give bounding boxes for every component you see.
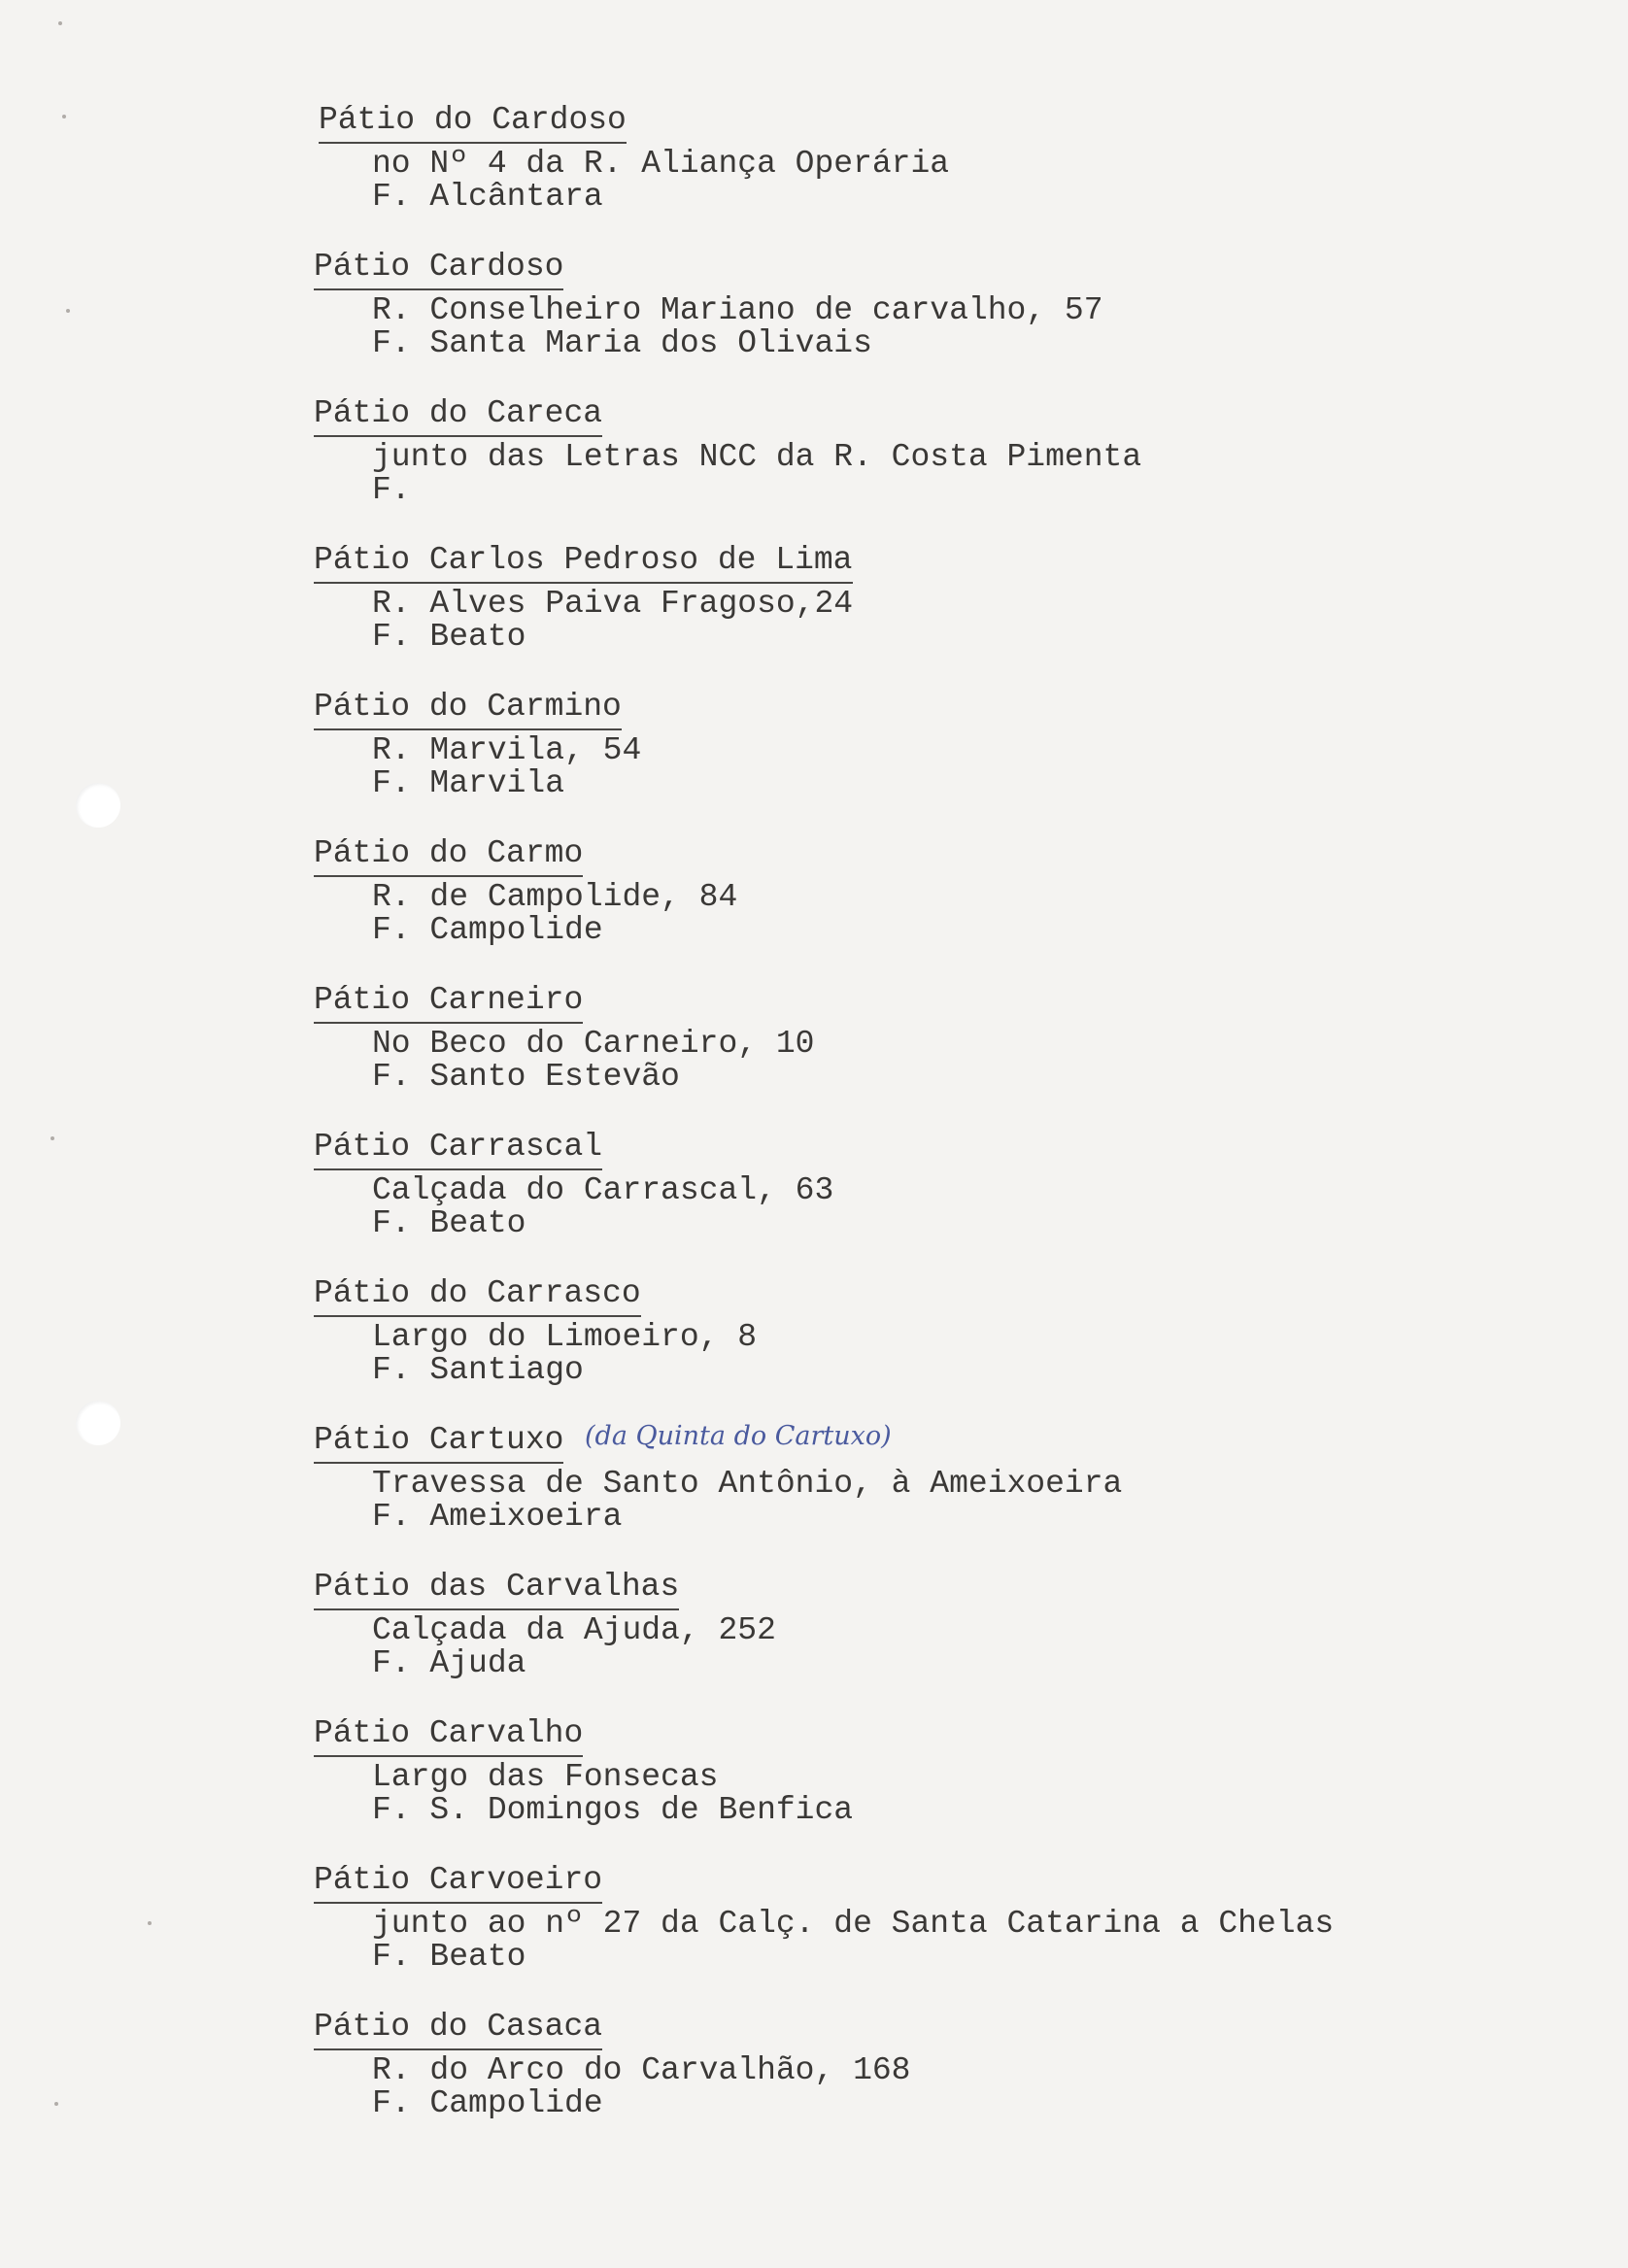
- handwritten-annotation: (da Quinta do Cartuxo): [585, 1421, 892, 1451]
- entry: [0, 1272, 1628, 1418]
- entry-parish: F. Marvila: [372, 765, 565, 801]
- entry: [0, 686, 1628, 831]
- entry-address: no Nº 4 da R. Aliança Operária: [372, 146, 950, 182]
- entry: [0, 1566, 1628, 1711]
- entry-address: junto ao nº 27 da Calç. de Santa Catarina a Chelas: [372, 1906, 1335, 1942]
- entry: [0, 979, 1628, 1125]
- entry-address: Largo do Limoeiro, 8: [372, 1319, 758, 1355]
- entry: [0, 1859, 1628, 2005]
- entry-parish: F. Ajuda: [372, 1645, 526, 1681]
- entry-address: junto das Letras NCC da R. Costa Pimenta: [372, 439, 1142, 475]
- entry-address: Calçada da Ajuda, 252: [372, 1612, 776, 1648]
- entry-parish: F. Ameixoeira: [372, 1499, 623, 1535]
- entry-address: R. Conselheiro Mariano de carvalho, 57: [372, 292, 1103, 328]
- entry-address: Largo das Fonsecas: [372, 1759, 719, 1795]
- entry-title: Pátio do Cardoso: [319, 99, 627, 144]
- entry-parish: F. Santo Estevão: [372, 1059, 680, 1095]
- entry-parish: F. Alcântara: [372, 179, 603, 215]
- entry-title: Pátio Carvoeiro: [314, 1859, 602, 1904]
- paper-speck: [58, 21, 62, 25]
- entry: [0, 99, 1628, 245]
- entry-title: Pátio das Carvalhas: [314, 1566, 679, 1610]
- entry-parish: F. Santiago: [372, 1352, 584, 1388]
- entry: [0, 1712, 1628, 1858]
- entry-title: Pátio Cartuxo: [314, 1419, 563, 1464]
- entry-parish: F. S. Domingos de Benfica: [372, 1792, 854, 1828]
- entry-address: R. Marvila, 54: [372, 732, 642, 768]
- entry-title: Pátio do Carrasco: [314, 1272, 641, 1317]
- entry: [0, 392, 1628, 538]
- entry: [0, 246, 1628, 391]
- entry-parish: F. Beato: [372, 619, 526, 655]
- entry-title: Pátio Carlos Pedroso de Lima: [314, 539, 853, 584]
- entry-title: Pátio do Careca: [314, 392, 602, 437]
- entry-address: R. de Campolide, 84: [372, 879, 738, 915]
- entry-parish: F. Santa Maria dos Olivais: [372, 325, 872, 361]
- entry-title: Pátio Carneiro: [314, 979, 583, 1024]
- entry: [0, 2006, 1628, 2151]
- entry: [0, 832, 1628, 978]
- entry-title: Pátio Carvalho: [314, 1712, 583, 1757]
- entry-title: Pátio do Casaca: [314, 2006, 602, 2050]
- entry: [0, 1126, 1628, 1271]
- entry-parish: F. Campolide: [372, 2085, 603, 2121]
- entry-parish: F. Beato: [372, 1939, 526, 1975]
- entry-parish: F. Campolide: [372, 912, 603, 948]
- entry-address: R. Alves Paiva Fragoso,24: [372, 586, 854, 622]
- entry: [0, 539, 1628, 685]
- entry-title: Pátio Cardoso: [314, 246, 563, 290]
- entry-title: Pátio do Carmino: [314, 686, 622, 730]
- entry: [0, 1419, 1628, 1565]
- entry-title: Pátio Carrascal: [314, 1126, 602, 1170]
- entry-address: No Beco do Carneiro, 10: [372, 1026, 815, 1062]
- entry-address: Travessa de Santo Antônio, à Ameixoeira: [372, 1466, 1123, 1502]
- entry-parish: F.: [372, 472, 411, 508]
- entry-address: R. do Arco do Carvalhão, 168: [372, 2052, 911, 2088]
- entry-parish: F. Beato: [372, 1205, 526, 1241]
- entry-address: Calçada do Carrascal, 63: [372, 1172, 834, 1208]
- entry-title: Pátio do Carmo: [314, 832, 583, 877]
